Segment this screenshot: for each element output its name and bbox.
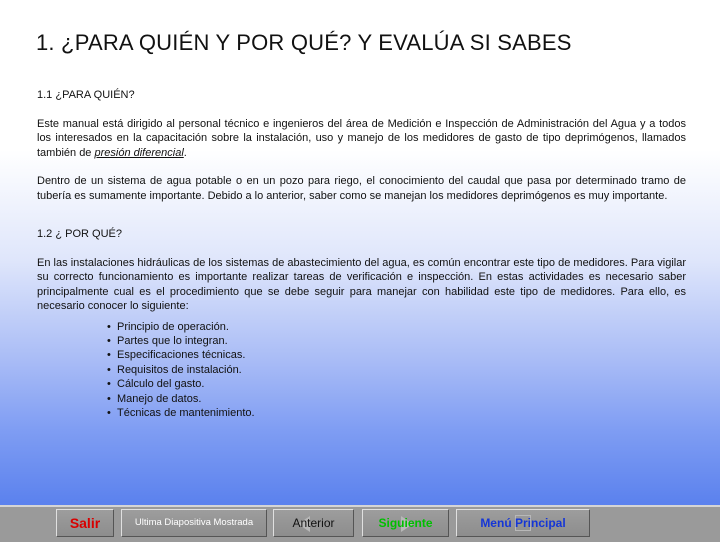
- bullet-icon: •: [107, 349, 111, 362]
- bullet-icon: •: [107, 320, 111, 333]
- main-menu-button[interactable]: [456, 509, 590, 537]
- paragraph-importance: Dentro de un sistema de agua potable o en un pozo para riego, el conocimiento del caudal que pasa por determinado tramo de tubería es sumamente importante. Debido a lo anterior, saber como se manejan los medidores deprimógenos es muy importante.: [37, 175, 686, 202]
- list-item: [107, 392, 686, 406]
- section-heading-para-quien: 1.1 ¿PARA QUIÉN?: [37, 89, 135, 101]
- previous-button[interactable]: [273, 509, 354, 537]
- last-viewed-slide-button[interactable]: [121, 509, 267, 537]
- bullet-icon: •: [107, 378, 111, 391]
- list-item: [107, 348, 686, 362]
- list-item: [107, 406, 686, 420]
- main-content: [37, 88, 686, 420]
- list-item-label: Principio de operación.: [117, 320, 229, 333]
- paragraph-reason: En las instalaciones hidráulicas de los sistemas de abastecimiento del agua, es común encontrar este tipo de medidores. Para vigilar su correcto funcionamiento es importante realizar tareas de verificación e inspección. En estas actividades es necesario saber principalmente cual es el procedimiento que se debe seguir para manejar con habilidad este tipo de medidores. Para ello, es necesario conocer lo siguiente:: [37, 256, 686, 312]
- paragraph-audience-text: Este manual está dirigido al personal técnico e ingenieros del área de Medición e Inspección de Administración del Agua y a todos los interesados en la capacitación sobre la instalación, uso y manejo de los medidores de gasto de tipo deprimógenos, llamados también de: [37, 117, 686, 159]
- page-title: 1. ¿PARA QUIÉN Y POR QUÉ? Y EVALÚA SI SABES: [36, 30, 572, 55]
- list-item-label: Partes que lo integran.: [117, 334, 228, 347]
- list-item: [107, 320, 686, 334]
- last-viewed-slide-label: Ultima Diapositiva Mostrada: [134, 517, 254, 528]
- list-item-label: Técnicas de mantenimiento.: [117, 406, 255, 419]
- exit-button-label: Salir: [69, 515, 101, 531]
- presion-diferencial-link[interactable]: presión diferencial: [94, 146, 184, 159]
- bullet-icon: •: [107, 392, 111, 405]
- list-item-label: Manejo de datos.: [117, 392, 202, 405]
- bullet-icon: •: [107, 406, 111, 419]
- topics-list: [107, 320, 686, 421]
- main-menu-button-label: Menú Principal: [480, 516, 566, 530]
- list-item: [107, 334, 686, 348]
- paragraph-audience-end: .: [183, 146, 187, 159]
- bullet-icon: •: [107, 334, 111, 347]
- next-button-label: Siguiente: [378, 516, 433, 530]
- previous-button-label: Anterior: [292, 516, 335, 530]
- bullet-icon: •: [107, 363, 111, 376]
- list-item-label: Especificaciones técnicas.: [117, 349, 246, 362]
- next-button[interactable]: [362, 509, 449, 537]
- paragraph-audience: [37, 117, 686, 161]
- list-item-label: Requisitos de instalación.: [117, 363, 242, 376]
- section-heading-por-que: 1.2 ¿ POR QUÉ?: [37, 228, 122, 240]
- list-item-label: Cálculo del gasto.: [117, 378, 205, 391]
- list-item: [107, 363, 686, 377]
- list-item: [107, 377, 686, 391]
- exit-button[interactable]: [56, 509, 114, 537]
